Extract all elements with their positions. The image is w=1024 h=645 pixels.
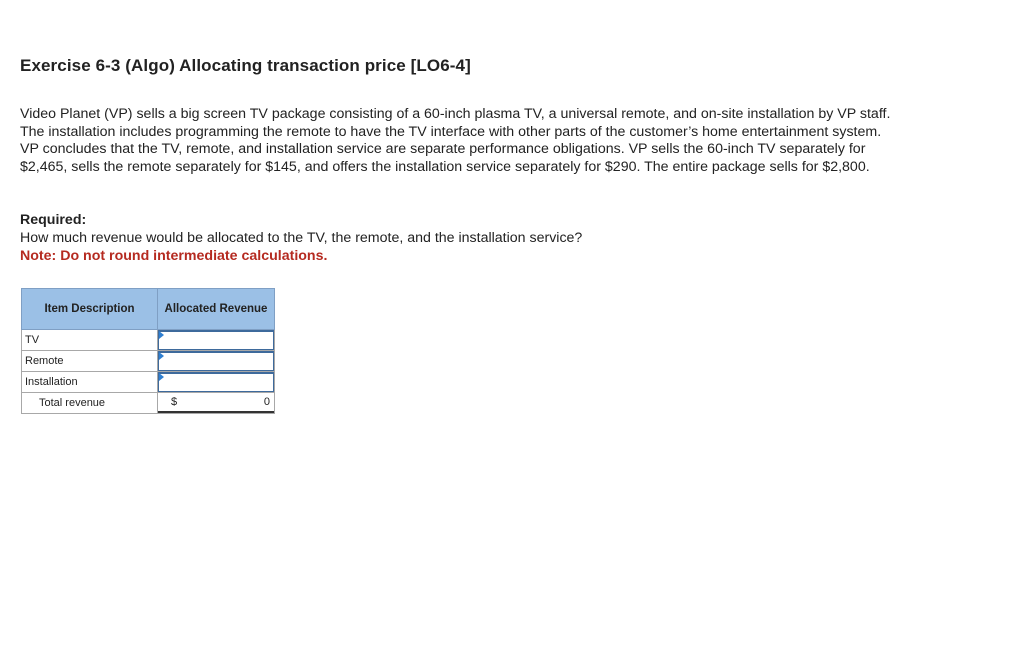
table-row-installation [22, 372, 275, 393]
table-header-row [22, 289, 275, 330]
row-label-remote: Remote [22, 351, 158, 372]
installation-revenue-input-wrapper [158, 372, 274, 392]
tv-revenue-input[interactable] [159, 332, 273, 349]
note-text: Note: Do not round intermediate calculations. [20, 248, 328, 264]
tv-revenue-input-wrapper [158, 330, 274, 350]
question-text: How much revenue would be allocated to the TV, the remote, and the installation service? [20, 230, 583, 246]
table-row-tv [22, 330, 275, 351]
tv-revenue-cell [158, 330, 275, 351]
exercise-title: Exercise 6-3 (Algo) Allocating transaction price [LO6-4] [20, 56, 471, 75]
installation-revenue-input[interactable] [159, 374, 273, 391]
problem-paragraph: Video Planet (VP) sells a big screen TV package consisting of a 60-inch plasma TV, a universal remote, and on-site installation by VP staff. The installation includes programming the remote to have the TV interface with other parts of the customer’s home entertainment system. VP concludes that the TV, remote, and installation service are separate performance obligations. VP sells the 60-inch TV separately for $2,465, sells the remote separately for $145, and offers the installation service separately for $290. The entire package sells for $2,800. [20, 106, 891, 175]
installation-revenue-cell [158, 372, 275, 393]
header-allocated-revenue: Allocated Revenue [158, 289, 275, 330]
revenue-table-container [21, 288, 275, 414]
remote-revenue-cell [158, 351, 275, 372]
revenue-allocation-table [21, 288, 275, 414]
total-revenue-cell [158, 393, 275, 414]
total-revenue-value: 0 [263, 396, 270, 408]
remote-revenue-input[interactable] [159, 353, 273, 370]
input-marker-icon [159, 331, 164, 339]
required-label: Required: [20, 212, 87, 228]
header-item-description: Item Description [22, 289, 158, 330]
row-label-tv: TV [22, 330, 158, 351]
input-marker-icon [159, 352, 164, 360]
row-label-total-revenue: Total revenue [22, 393, 158, 414]
row-label-installation: Installation [22, 372, 158, 393]
total-currency-symbol: $ [171, 396, 178, 408]
table-row-remote [22, 351, 275, 372]
total-revenue-value-wrapper [158, 393, 274, 413]
remote-revenue-input-wrapper [158, 351, 274, 371]
table-row-total [22, 393, 275, 414]
input-marker-icon [159, 373, 164, 381]
